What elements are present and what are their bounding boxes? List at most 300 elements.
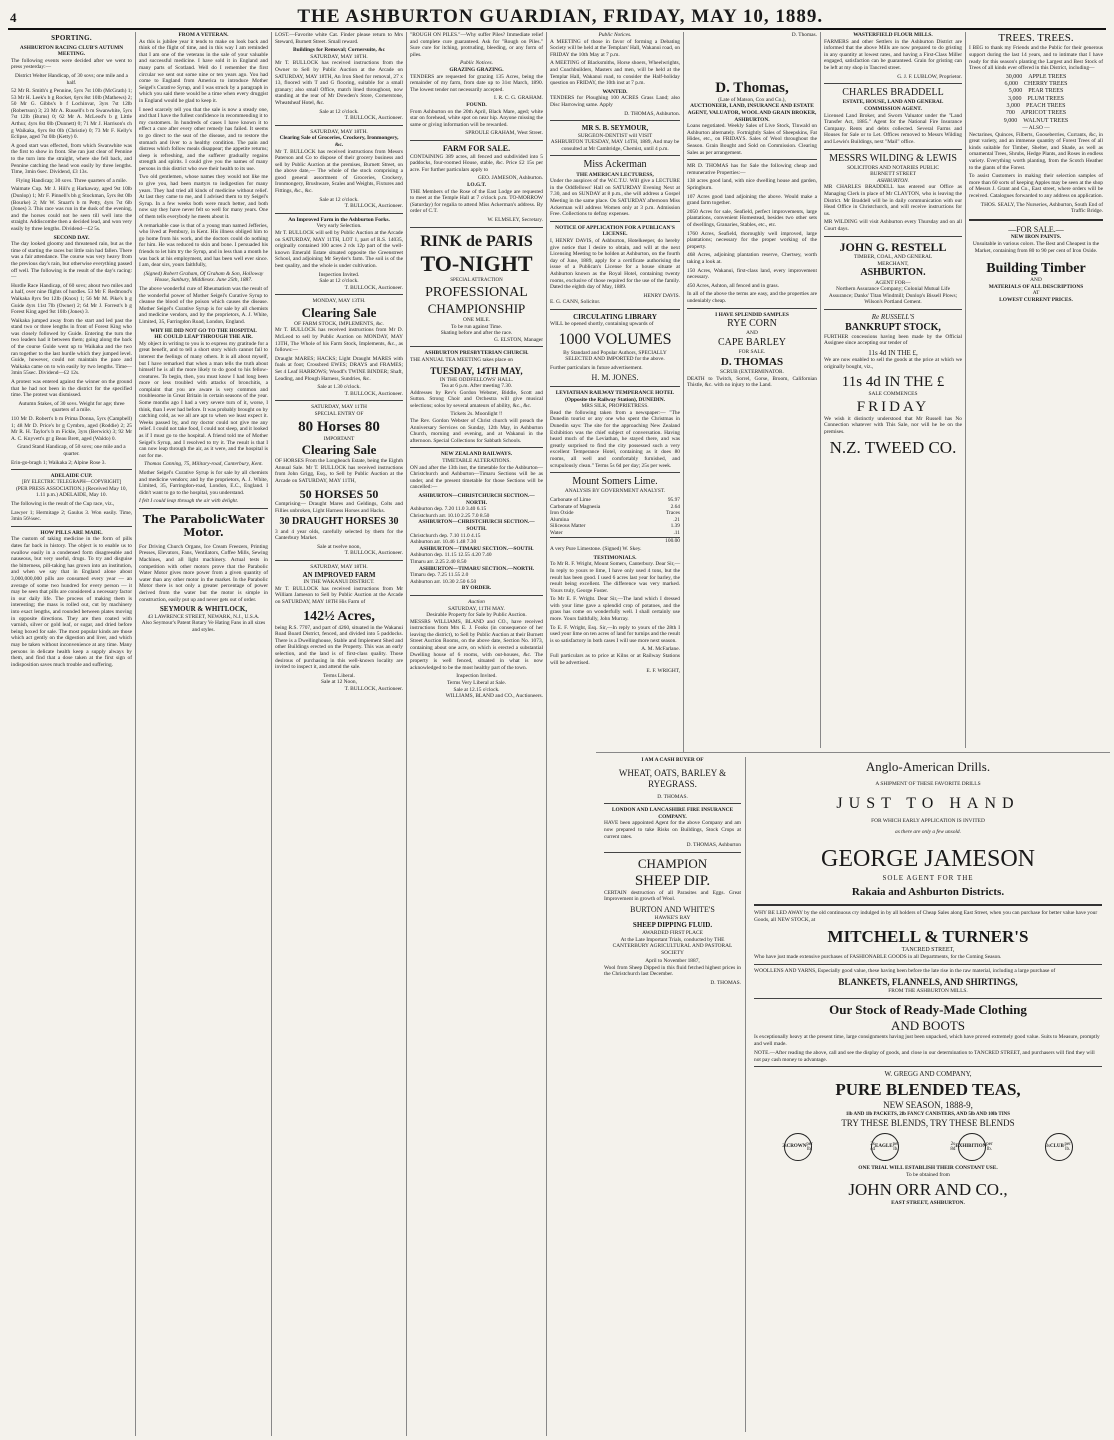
braddell-title: CHARLES BRADDELL [842, 87, 944, 99]
library-heading: CIRCULATING LIBRARY [573, 312, 657, 321]
tea-date: TUESDAY, 14TH MAY, [430, 365, 523, 376]
stock-list: Draught MARES; HACKS; Light Draught MARES with foals at foot; Crossbred EWES; DRAYS and FRAMES; Set 4 Leaf HARROWS; Woodf's TWINE BINDER; Shaft, Leading, and Plough Harness, Sundries, &c. [275, 355, 403, 382]
award-text: At the Late Important Trials, conducted by THE CANTERBURY AGRICULTURAL AND PASTORAL SOCIETY [612, 936, 733, 956]
church-heading: ASHBURTON PRESBYTERIAN CHURCH. [424, 350, 529, 357]
signature: E. F. WRIGHT, [646, 668, 680, 675]
column-auctions [272, 32, 407, 1436]
restell-merchant: MERCHANT, [877, 260, 909, 267]
sale-time: Sale at 12 Noon, [321, 679, 357, 686]
wilding-text: MR CHARLES BRADDELL has entered our Office as Managing Clerk in place of Mr CLAYTON, who is leaving the District. Mr Braddell will be in daily communication with our Head Office in Christchurch, and will receive instructions for us. [824, 184, 962, 217]
by-order: BY ORDER. [461, 585, 492, 592]
restell-town: ASHBURTON. [860, 267, 926, 279]
analysis-row [550, 523, 680, 530]
analysis-label: Siliceous Matter [550, 523, 586, 530]
analysis-total: 100.00 [550, 537, 680, 545]
veteran-text: The above wonderful cure of Rheumatism was the result of the wonderful power of Mother Seigel's Curative Syrup to cleanse the blood of the poison which causes the disease. Mother Seigel's Curative Syrup is for sale by all chemists and medicine vendors, and by the proprietors, A. J. White, Limited, 35, Farringdon Road, London, England. [139, 285, 268, 325]
goods-text: Who have just made extensive purchases of FASHIONABLE GOODS in all Departments, for the Coming Season. [754, 954, 1002, 961]
orr-address: EAST STREET, ASHBURTON. [891, 1199, 965, 1206]
insurance-heading: LONDON AND LANCASHIRE FIRE INSURANCE COMPANY. [611, 807, 734, 820]
analysis-value: 95.97 [667, 496, 680, 503]
hospital-heading: WHY HE DID NOT GO TO THE HOSPITAL [150, 327, 257, 334]
mills-text: FARMERS and other Settlers in the Ashburton District are informed that the above Mills are now prepared to do gristing in any quantity at lowest rates, and having a First-Class Miller engaged, satisfaction can be guaranteed. Grain for gristing can be left at my shop in Tancred street. [824, 38, 962, 71]
auction-text: OF HORSES From the Longbeach Estate, being the Eighth Annual Sale. Mr T. BULLOCK has received instructions from John Grigg, Esq., to Sell by Public Auction at the Arcade on SATURDAY, MAY 11TH, [275, 458, 404, 485]
auction-date: SATURDAY, MAY 18TH. [310, 128, 368, 135]
inspection-note: Inspection Invited. [456, 673, 497, 680]
badge-unit: per lb. [892, 1141, 899, 1152]
race-results: Hurdle Race Handicap, of 60 sovs; about two miles and a half, over nine flights of hurdles. 53 Mr F. Redmond's Waikaka 8yrs 9st 12lb (Knox) 1; 56 Mr M. Pike's b g Guide 4yrs 11st 7lb (Owner) 2; 64 Mr J. Forrest's b g Forest King aged 9st 10lb (Jones) 3. [11, 282, 132, 316]
trees-text: To assist Customers in making their selection samples of more than 60 sorts of keeping Apples may be seen at the shop of Messrs J. Grant and Co., East street, where orders will be received. Catalogues forwarded to any address on application. [969, 173, 1103, 199]
horses-50-title: 50 HORSES 50 [299, 486, 379, 501]
friday-label: FRIDAY [856, 398, 930, 415]
tree-kind: PLUM TREES [1027, 95, 1064, 102]
sale-time: Sale at twelve noon, [317, 543, 361, 550]
tickets-note: Tickets 2s. Moonlight !! [450, 411, 503, 418]
race-results: 52 Mr R. Smith's g Pennine, 5yrs 7st 10lb (McGrath) 1; 53 Mr H. Leek's b g Rocket, 6yrs 8st 10lb (Mathews) 2; 50 Mr G. Gibbs's b f Lochinvar, 3yrs 7st 12lb (Robertson) 3; 23 Mr A. Russell's b m Swanwhite, 5yrs 7st 12lb (Burns) 0; 62 Mr A. McLeod's b g Little Arthur, 4yrs 8st 0lb (Dunnett) 0; 71 Mr J. Harrison's ch g Waikaka, 6yrs 8st 0lb (Christie) 0; 73 Mr F. Kelly's Eclipse, aged 7st 0lb (Ketty) 0. [11, 88, 132, 141]
divider [754, 998, 1102, 999]
lecturer-title: THE AMERICAN LECTURESS, [576, 171, 654, 178]
dip-origin: HAWKE'S BAY [654, 914, 691, 921]
divider [604, 803, 741, 804]
tea-price-badge [871, 1133, 899, 1161]
veteran-text: A remarkable case is that of a young man named Jefferies, who lived at Pembury, in Kent. His illness obliged him to go home from his work, and the doctors could do nothing for him. He was reduced to skin and bone. I persuaded his friends to let him try the Syrup, and in less than a month he was back at his employment, and has been well ever since. I am, dear sirs, yours faithfully, [139, 222, 268, 269]
solicitors-label: SOLICITORS AND NOTARIES PUBLIC [847, 164, 939, 171]
timetable-row: Christchurch arr. 10.10 2.25 7.0 8.50 [410, 512, 490, 519]
analysis-value: Traces [665, 510, 680, 517]
districts-title: Rakaia and Ashburton Districts. [851, 886, 1005, 899]
auction-subheading: Very early Selection. [316, 223, 362, 230]
try-blends: TRY THESE BLENDS, TRY THESE BLENDS [841, 1117, 1015, 1128]
for-sale-heading: —FOR SALE.— [1008, 224, 1064, 234]
run-note: To be run against Time. [451, 323, 502, 330]
thomas-sig: D. THOMAS. [657, 793, 688, 800]
farm-sale-heading: FARM FOR SALE. [442, 143, 511, 153]
analysis-label: Water [550, 529, 563, 536]
rye-corn: RYE CORN [727, 318, 777, 330]
badge-name: CROWN [786, 1144, 807, 1150]
tea-text: THE ANNUAL TEA MEETING takes place on [410, 356, 513, 363]
auction-text: being R.S. 7707, and part of 4260, situated in the Wakanui Road Board District, fenced, and divided into 5 paddocks. There is a Dwellinghouse, Stable and Implement Shed and other Buildings erected on the Property. This was an early selection, and the land is of first-class quality. Those desirous of purchasing in this well-known locality are invited to inspect it, and attend the sale. [275, 624, 403, 671]
and-label: AND [746, 330, 758, 337]
veteran-text: As this is jubilee year it tends to make on look back and think of the flight of time, and in this way I am reminded that I am one of the veterans in the sale of your valuable and successful medicine. I have sold it in England and many parts of Scotland. Well do I remember the first circular we sent out some nine or ten years ago. You had come to England from America to introduce Mother Seigel's Curative Syrup, and I was struck by a paragraph in which you said there would be a time when every druggist in England would be glad to keep it. [139, 38, 268, 104]
thomas-title: D. Thomas, [715, 79, 789, 96]
column-sporting [8, 32, 136, 1436]
property-item: 468 Acres, adjoining plantation reserve, Chertsey, worth taking a look at. [687, 252, 817, 265]
trees-text: Nectarines, Quinces, Filberts, Gooseberries, Currants, &c, in great variety, and an immense quantity of Forest Trees of all kinds suitable for Timber, Shelter, and Shade, as well as ornamental Trees, Shrubs, Hedge Plants, and Roses in endless variety. Everything worth planting, from the Scotch Heather to the giants of the Forest. [969, 131, 1103, 171]
testimonial: To Mr E. F. Wright. Dear Sir,—The land which I dressed with your lime gave a splendid crop of potatoes, and the grass has come on wonderfully well. I shall certainly use more. Yours faithfully, John Murray. [550, 596, 680, 623]
terms-note: Terms Liberal. [323, 672, 355, 679]
thomas-business: AUCTIONEER, LAND, INSURANCE AND ESTATE AGENT, VALUATOR, WOOL AND GRAIN BROKER, ASHBURTON. [687, 103, 817, 123]
found-heading: FOUND. [466, 101, 487, 108]
badge-name: EXHIBITION [955, 1144, 987, 1150]
mitchell-turner-title: MITCHELL & TURNER'S [827, 926, 1029, 946]
badge-price: 2s [782, 1144, 787, 1150]
scrub-text: DEATH to Twitch, Sorrel, Gorse, Broom, Californian Thistle, &c. with no injury to the Land. [687, 375, 817, 389]
property-item: 2050 Acres for sale, Seafield, perfect improvements, large plantations, convenient Homestead, besides two other sets of dwellings, Granaries, Stables, etc., etc. [687, 208, 817, 228]
signature: GEO. JAMESON, Ashburton. [477, 175, 543, 182]
column-veteran [136, 32, 272, 1436]
badge-unit: per lb. [1064, 1141, 1071, 1152]
property-item: 1760 Acres, Seafield, thoroughly well improved, large plantations; necessary for the proper working of the property. [687, 230, 817, 250]
auction-text: Comprising— Draught Mares and Geldings, Colts and Fillies unbroken, Light Harness Horses and Hacks. [275, 501, 403, 514]
auction-text: MESSRS WILLIAMS, BLAND and CO., have received instructions from Mrs E. J. Fooks (in consequence of her leaving the district), to Sell by Public Auction at their Burnett Street Auction Rooms, on the above date, Section No. 1073, containing about one acre, on which is erected a substantial Dwelling house of 6 rooms, with out-houses, &c. The property is well fenced, situated in what is now acknowledged to be the most healthy part of the town. [410, 618, 543, 671]
tree-row [969, 118, 1103, 125]
divider [754, 904, 1102, 906]
page-number: 4 [10, 10, 17, 25]
race-heading: Flying Handicap; 30 sovs. Three quarters of a mile. [16, 177, 127, 184]
race-report: A protest was entered against the winner on the ground that he had not been in the district for the specified time. The protest was dismissed. [11, 379, 132, 399]
veteran-text: I need scarcely tell you that the sale is now a steady one, and that I have the fullest confidence in recommending it to my customers. In hundreds of cases I have known it to effect a cure after every other remedy has failed. It seems to go direct to the seat of the disease, and to restore the stomach and liver to a healthy condition. The pain and distress which follow meals disappear; the appetite returns; sleep is refreshing, and the sufferer gradually regains strength and spirits. I could give you the names of many persons in this district who owe their health to its use. [139, 106, 268, 172]
trees-text: I BEG to thank my Friends and the Public for their generous support during the last 14 years, and to intimate that I have ready for this season's planting the Largest and Best Stock of Trees of all kinds ever offered in this District, including— [969, 45, 1103, 72]
wide-advertisements [596, 752, 1110, 1436]
boots-title: AND BOOTS [890, 1018, 966, 1033]
street-label: BURNETT STREET [870, 171, 916, 178]
masthead-title: THE ASHBURTON GUARDIAN, FRIDAY, MAY 10, 1889. [297, 6, 824, 27]
paints-text: Unsuitable in various colors. The Best and Cheapest in the Market, containing from 80 to 90 per cent of Iron Oxide. [972, 241, 1100, 254]
race-club-subheading: ASHBURTON RACING CLUB'S AUTUMN MEETING. [19, 44, 124, 58]
tree-kind: APPLE TREES [1028, 73, 1067, 80]
dip-text: CERTAIN destruction of all Parasites and Eggs. Great Improvement in growth of Wool. [604, 889, 741, 903]
tree-count: 6,000 [1004, 81, 1018, 88]
library-text: WILL be opened shortly, containing upwards of [550, 321, 654, 328]
divider [824, 309, 962, 310]
property-item: 450 Acres, Ashton, all fenced and in grass. [687, 282, 779, 289]
notice-text: A MEETING of those in favor of forming a Debating Society will be held at the Templars' Hall, Wakanui road, on FRIDAY the 10th May at 7 p.m. [550, 38, 680, 58]
cup-intro: The following is the result of the Cup race, viz., [11, 501, 115, 508]
analysis-value: .11 [673, 529, 680, 536]
signature: (Signed) Robert Graham, Of Graham & Son, Holloway House, Sunbury, Middlesex. June 25th, 1887. [143, 270, 264, 284]
public-notices-heading: Public Notices. [598, 32, 632, 38]
column-trees [966, 32, 1106, 748]
divider [824, 149, 962, 150]
divider [550, 155, 680, 156]
analysis-table [550, 497, 680, 544]
dip-fluid: SHEEP DIPPING FLUID. [632, 921, 713, 930]
auction-heading: Clearing Sale of Groceries, Crockery, Ironmongery, &c. [279, 135, 399, 148]
auction-subheading: Desirable Property for Sale by Public Auction. [426, 612, 527, 619]
race-results: Erin-go-bragh 1; Waikaka 2; Alpine Rose 3. [11, 459, 106, 466]
divider [275, 294, 403, 295]
divider [824, 236, 962, 237]
leap-heading: HE COULD LEAP THROUGH THE AIR. [154, 334, 253, 341]
dentist-text: ASHBURTON TUESDAY, MAY 14TH, 1889, And may be consulted at Mr Cambridge, Chemist, until 4 p.m. [550, 139, 680, 152]
badge-unit: per lb. [986, 1141, 993, 1152]
dentist-name: MR S. B. SEYMOUR, [581, 124, 649, 133]
application-note: FOR WHICH EARLY APPLICATION IS INVITED [871, 818, 985, 824]
signature: SPROULE GRAHAM, West Street. [465, 130, 543, 137]
testimonial: To E. F. Wright, Esq. Sir,—In reply to yours of the 28th I used your lime on ten acres of land for turnips and the result is so satisfactory in both cases I will use more next season. [550, 624, 680, 644]
insurance-text: HAVE been appointed Agent for the above Company and am now prepared to take Risks on Buildings, Stock Crops at current rates. [604, 820, 741, 840]
tree-row [969, 88, 1103, 95]
agent-label: AGENT FOR— [875, 279, 911, 286]
sale-time: Sale at 12 o'clock. [319, 108, 359, 115]
auctioneer: T. BULLOCK, Auctioneer. [344, 115, 403, 122]
mills-note: FROM THE ASHBURTON MILLS. [888, 988, 968, 994]
timetable-heading: TIMETABLE ALTERATIONS. [442, 458, 511, 465]
analysis-row [550, 530, 680, 537]
signature: A. M. McFarlane. [641, 646, 680, 653]
blankets-title: BLANKETS, FLANNELS, AND SHIRTINGS, [838, 976, 1018, 987]
thomas-lower-column [604, 757, 746, 1432]
adelaide-cup-heading: ADELAIDE CUP. [50, 473, 93, 480]
tea-hall: IN THE ODDFELLOWS' HALL. [439, 376, 514, 383]
badge-price: 2s 8d [950, 1141, 956, 1152]
tree-row [969, 81, 1103, 88]
column-mills [821, 32, 966, 748]
lecturer-name: Miss Ackerman [583, 159, 647, 171]
clothing-text: Is exceptionally heavy at the present time, large consignments having just been unpacked, which have proved extremely good value. Suits to Measure, promptly and well made. [754, 1034, 1100, 1047]
auction-heading: Buildings for Removal; Cornersuite, &c [293, 47, 385, 54]
wilding-text: MR WILDING will visit Ashburton every Thursday and on all Court days. [824, 219, 962, 233]
shipment-note: A SHIPMENT OF THESE FAVORITE DRILLS [875, 781, 981, 788]
tree-kind: CHERRY TREES [1023, 81, 1068, 88]
solicitor: E. G. CANN, Solicitor. [550, 299, 601, 306]
sale-time: Sale at 1.30 o'clock. [317, 384, 361, 391]
tea-price-badge [1045, 1133, 1073, 1161]
tonight-title: TO-NIGHT [420, 251, 533, 277]
award-date: April to November 1887, [645, 958, 700, 965]
letter-text: Mother Seigel's Curative Syrup is for sale by all chemists and medicine vendors; and by the proprietors, A. J. White, Limited, 35, Farringdon-road, London, E.C., England. I didn't want to go to the hospital, you understand. [139, 470, 268, 496]
grain-list: WHEAT, OATS, BARLEY & RYEGRASS. [618, 767, 727, 789]
badge-name: EAGLE [875, 1144, 893, 1150]
race-report: Waikaka jumped away from the start and led past the stand two or three lengths in front of Forest King who was closely followed by Guide. Entering the turn the two leaders had it between them; going along the back of the course Guide went up to Waikaka and the two ran together to the last hurdle which they jumped level. Guide, however, could not maintain the pace and Waikaka came on to win easily by two lengths. Time—3min 55sec. Dividend—£2 12s. [11, 317, 132, 377]
property-item: 107 Acres good land adjoining the above. Would make a grand farm together. [687, 193, 817, 207]
championship-title: CHAMPIONSHIP [427, 301, 526, 317]
race-results: 110 Mr D. Robert's b m Prima Donna, 5yrs (Campbell) 1; 48 Mr D. Price's br g Cymbro, aged (Roddie) 2; 25 Mr R. H. Taylor's b m Fickle, 3yrs (Berwick) 3; 92 Mr A. C. Knyvett's gr g Beau Brett, aged (Waldo) 0. [11, 416, 132, 442]
few-note: as there are only a few unsold. [895, 828, 961, 835]
scrub-heading: SCRUB (EXTERMINATOR. [720, 369, 784, 376]
race-heading: District Welter Handicap, of 30 sovs; one mile and a half. [15, 72, 128, 86]
dip-text: Wool from Sheep Dipped in this fluid fetched highest prices in the Christchurch last December. [604, 964, 741, 978]
price-note: Full particulars as to price at Kilns or at Railway Stations will be advertised. [550, 653, 680, 666]
race-report: Waimate Cup. Mr J. Hill's g Harkaway, aged 9st 10lb (Dunlop) 1; Mr F. Pinnell's bh g Stockman, 5yrs 8st 0lb (Bourke) 2; Mr W. Stuart's b m Petty, 4yrs 7st 6lb (Jones) 3. This race was run in the dusk of the evening, and the horses could not be seen till well into the straight. Addiscombe then a decided lead, and won very easily by three lengths. Dividend—£2 5s. [11, 186, 132, 232]
analysis-value: 2.64 [670, 503, 680, 510]
volumes-title: 1000 VOLUMES [558, 331, 672, 349]
testimonial: To Mr R. F. Wright, Mount Somers, Canterbury. Dear Sir,—In reply to yours re lime, I have only used 4 tons, but the result has been good. I used 6 acres last year for barley, the result being excellent. The difference was very marked. Yours truly, George Foster. [550, 561, 680, 594]
divider [754, 1066, 1102, 1067]
trees-list [969, 74, 1103, 125]
wanted-heading: WANTED. [602, 88, 628, 95]
divider [550, 120, 680, 121]
clothing-title: Our Stock of Ready-Made Clothing [829, 1001, 1027, 1017]
tea-price-badge [784, 1133, 812, 1161]
bankrupt-title: BANKRUPT STOCK, [845, 321, 941, 333]
sale-time: Sale at 12.15 o'clock. [453, 686, 500, 693]
auction-text: 3 and 4 year olds, carefully selected by them for the Canterbury Market. [275, 528, 403, 542]
section-heading: ASHBURTON—TIMARU SECTION.—SOUTH. [419, 545, 534, 552]
analysis-row [550, 497, 680, 504]
bankrupt-price-big: 11s 4d IN THE £ [841, 373, 945, 390]
farm-title: AN IMPROVED FARM [302, 570, 376, 579]
small-header: D. Thomas. [791, 32, 817, 38]
leap-quote: I felt I could leap through the air with delight. [139, 498, 239, 505]
hotel-owner: MRS SILK, PROPRIETRESS. [581, 403, 649, 410]
champion-title: CHAMPION [637, 855, 708, 871]
pills-heading: HOW PILLS ARE MADE. [40, 529, 103, 536]
sale-commences: SALE COMMENCES [868, 390, 918, 397]
lost-notice: LOST.—Favorite white Cat. Finder please return to Mrs Steward, Burnett Street. Small reward. [275, 32, 403, 45]
masthead [8, 6, 1106, 30]
auction-date: SATURDAY, MAY 18TH. [310, 564, 368, 571]
testimonials-heading: TESTIMONIALS. [593, 554, 637, 561]
divider [687, 308, 817, 309]
lowest-prices: LOWEST CURRENT PRICES. [999, 297, 1073, 304]
parabolic-motor-title: The ParabolicWater Motor. [142, 512, 265, 540]
divider [410, 595, 543, 596]
sporting-heading: SPORTING. [51, 34, 92, 42]
building-timber-title: Building Timber [986, 261, 1086, 277]
obtain-note: To be obtained from [906, 1171, 950, 1178]
tree-count: 3,000 [1006, 103, 1021, 110]
auction-text: Mr T. BULLOCK will sell by Public Auction at the Arcade on SATURDAY, MAY 11TH, LOT 1, part of R.S. 14035, originally contained 100 acres 2 rds 12p part of the well-known Emerald Estate situated opposite the Greenstreet School, and adjoining Mr Seyder's farm. The soil is of the best quality, and the whole is under cultivation. [275, 230, 403, 269]
iogt-text: THE Members of the Rose of the East Lodge are requested to meet at the Temple Hall at 7 o'clock p.m. TO-MORROW (Saturday) for regalia to attend Miss Ackerman's address. By order of C.T. [410, 188, 543, 215]
hotel-text: Read the following taken from a newspaper:— "The Dunedin tourist or any one who spent the Christmas in Dunedin says: The site for the approaching New Zealand Exhibition was the chief subject of conversation. Having heard much of the Leviathan, he stayed there, and was greatly surprised to find the city possessed such a very excellent Temperance Hotel, containing as it does 80 rooms, all well and comfortably furnished, and scrupulously clean." Terms 5s 6d per day; 25s per week. [550, 409, 680, 469]
tweed-co: N.Z. TWEED CO. [829, 437, 957, 457]
hotel-heading: LEVIATHAN RAILWAY TEMPERANCE HOTEL (Opposite the Railway Station), DUNEDIN. [555, 390, 675, 403]
season-title: NEW SEASON, 1888-9, [883, 1100, 973, 1111]
auction-text: Mr T. BULLOCK has received instructions from Messrs Paterson and Co to dispose of their grocery business and sell by Public Auction at the premises, Burnett Street, on the above date,— The whole of the stock comprising a good general assortment of Groceries, Crockery, Ironmongery, Brushware, Scales and Weights, Fixtures and Fittings, &c., &c. [275, 148, 403, 195]
veteran-text: Two old gentlemen, whose names they would not like me to give you, had been martyrs to indigestion for many years. They had tried all kinds of medicine without relief. At last they came to me, and I advised them to try Seigel's Syrup. In a few weeks both were much better, and both now say they have never felt so well for many years. One of them tells everybody he meets about it. [139, 174, 268, 221]
column-thomas [684, 32, 821, 748]
race-heading: Grand Stand Handicap, of 50 sovs; one mile and a quarter. [17, 444, 126, 457]
divider [275, 560, 403, 561]
divider [275, 400, 403, 401]
lime-title: Mount Somers Lime. [572, 476, 658, 488]
public-notices-heading: Public Notices. [460, 60, 493, 67]
cup-result: Lawyer 1; Hermitage 2; Gaulus 3. Won easily. Time, 3min 56¼sec. [11, 509, 132, 523]
auction-text: Mr T. BULLOCK has received instructions from Mr William Jameson to Sell by Public Auction at the Arcade on SATURDAY, MAY 18TH His Farm of [275, 585, 403, 605]
sale-time: Sale at 12 o'clock. [319, 278, 359, 285]
thomas-terms: In all of the above the terms are easy, and the properties are undeniably cheap. [687, 291, 817, 304]
divider [11, 526, 132, 527]
clearing-sale-title: Clearing Sale [301, 304, 377, 320]
tree-row [969, 110, 1103, 117]
bankrupt-text: We wish it distinctly understood that Mr Russell has No Connection whatever with This Sale, nor will he be on the premises. [824, 415, 962, 435]
divider [550, 472, 680, 473]
veteran-heading: FROM A VETERAN. [178, 32, 229, 38]
signature: I. R. C. G. GRAHAM. [494, 95, 543, 102]
auction-text: Mr T. BULLOCK has received instructions from Mr D. McLeod to sell by Public Auction on MONDAY, MAY 13TH, The Whole of his Farm Stock, Implements, &c., as follows:— [275, 327, 403, 354]
divider [410, 227, 543, 228]
divider [824, 83, 962, 84]
town-label: ASHBURTON. [876, 177, 910, 184]
tree-row [969, 96, 1103, 103]
auction-date: SATURDAY, MAY 11TH [311, 404, 367, 411]
packets-note: 1lb AND 1lb PACKETS, 2lb FANCY CANISTERS, AND 5lb AND 10lb TINS [845, 1111, 1011, 1117]
thomas-properties-intro: MR D. THOMAS has for Sale the following cheap and remunerative Properties:— [687, 163, 817, 176]
auctioneer: T. BULLOCK, Auctioneer. [344, 685, 403, 692]
thomas-name: D. THOMAS [720, 355, 784, 368]
timetable-row: Ashburton dep. 11.15 12.55 4.20 7.40 [410, 552, 492, 559]
tea-addresses: Addresses by Rev's Gordon Webster, Biddle, Scott and Sutton. Strong Choir and Orchestra will give musical selections; solos by several amateurs of ability, &c., &c. [410, 389, 543, 409]
just-to-hand: JUST TO HAND [836, 795, 1020, 812]
manager: G. ELSTON, Manager [493, 336, 543, 343]
tea-price-badges [754, 1133, 1102, 1161]
railways-heading: NEW ZEALAND RAILWAYS. [440, 451, 513, 458]
auction-date: MONDAY, MAY 13TH. [312, 298, 366, 305]
thomas-subtitle: (Late of Matson, Cox and Co.), [718, 96, 786, 103]
auction-date: SATURDAY, 11TH MAY. [448, 605, 505, 612]
analysis-row [550, 517, 680, 524]
tree-kind: PEACH TREES [1026, 103, 1066, 110]
library-text: Further particulars in future advertisement. [550, 364, 643, 371]
divider [550, 309, 680, 310]
divider [550, 221, 680, 222]
tree-row [969, 74, 1103, 81]
timetable-row: Ashburton arr. 10.30 2.50 6.50 [410, 578, 477, 585]
seller-note: Also Seymour's Patent Rotary Ve Hating Fans in all sizes and styles. [141, 620, 266, 633]
property-list [687, 178, 817, 289]
drills-title: Anglo-American Drills. [865, 759, 991, 774]
divider [410, 447, 543, 448]
race-report: The day looked gloomy and threatened rain, but as the time of starting the races but little rain had fallen. There was a fair attendance. The course was very heavy from the previous day's rain, but otherwise everything passed off well. The following is the result of the day's racing:— [11, 241, 132, 281]
dip-maker: BURTON AND WHITE'S [630, 905, 715, 915]
iogt-heading: I.O.G.T. [466, 182, 487, 189]
divider [550, 386, 680, 387]
intro-text: The following events were decided after we went to press yesterday:— [11, 57, 132, 71]
and-label: AND [1030, 277, 1042, 284]
terms-note: Terms Very Liberal at Sale. [447, 680, 506, 687]
important-label: IMPORTANT [323, 435, 355, 442]
analysis-label: Iron Oxide [550, 510, 574, 517]
orr-title: JOHN ORR AND CO., [848, 1179, 1008, 1199]
tree-count: 3,000 [1008, 95, 1022, 102]
divider [275, 213, 403, 214]
mills-heading: WASTERFIELD FLOUR MILLS. [853, 32, 933, 38]
restell-trade: TIMBER, COAL, AND GENERAL [853, 254, 933, 261]
braddell-text: Licensed Land Broker, and Sworn Valuator under the "Land Transfer Act, 1885." Agent for the National Fire Insurance Company. Rents and debts collected. Several Farms and Houses for Sale or to Let. Offices removed to Messrs Wilding and Lewis's Buildings, next "Mail" office. [824, 112, 962, 145]
bankrupt-text: We are now enabled to sell the goods at the price at which we originally bought, viz., [824, 357, 962, 371]
auctioneer: WILLIAMS, BLAND and CO., Auctioneers. [445, 693, 543, 700]
analysis-label: Carbonate of Lime [550, 496, 591, 503]
grazing-heading: GRAZING GRAZING. [449, 66, 504, 73]
timetable-text: ON and after the 13th inst, the timetable for the Ashburton—Christchurch and Ashburton—Timaru Sections will be as under, and the present timetable for those Sections will be cancelled:— [410, 464, 543, 491]
acres-title: 142½ Acres, [303, 608, 375, 624]
one-mile: ONE MILE. [463, 316, 490, 323]
samples-heading: I HAVE SPLENDID SAMPLES [715, 311, 789, 318]
divider [754, 964, 1102, 965]
farm-subtitle: IN THE WAKANUI DISTRICT. [303, 579, 375, 586]
analysis-row [550, 504, 680, 511]
property-item: 150 Acres, Wakanui, first-class land, every improvement necessary. [687, 267, 817, 281]
bankrupt-price: 11s 4d IN THE £, [868, 348, 918, 357]
divider [410, 346, 543, 347]
found-text: From Ashburton on the 20th April, Black Mare, aged; white star on forehead, white spot on near hip. Anyone missing the same or giving information will be rewarded. [410, 108, 543, 128]
auction-heading: An Improved Farm in the Ashburton Forks. [288, 216, 390, 223]
timetable-row: Timaru arr. 2.25 2.40 8.50 [410, 558, 467, 565]
race-report: A good start was effected, from which Swanwhite was the first to show in front. She ran just clear of Pennine to the turn into the straight, where she fell back, and Pennine catching the head won easily by three lengths. Time, 3min 6sec. Dividend, £3 13s. [11, 142, 132, 176]
library-text: By Standard and Popular Authors, SPECIALLY SELECTED AND IMPORTED for the above. [563, 349, 667, 363]
wanted-text: TENDERS for Ploughing 100 ACRES Grass Land; also Disc Harrowing same. Apply [550, 95, 680, 108]
timetable-row: Timaru dep. 7.25 11.55 2.0 [410, 572, 469, 579]
property-item: 138 acres good land, with nice dwelling house and garden, Springburn. [687, 178, 817, 192]
church-text: The Rev. Gordon Webster of Christ church will preach the Anniversary Services on Sunday, 12th May, in Ashburton Church, morning and evening, and at Wakanui in the afternoon. Special Collections for Sabbath Schools. [410, 418, 543, 444]
column-notices [407, 32, 547, 1436]
signature: THOS. SEALY, The Nurseries, Ashburton, South End of Traffic Bridge. [980, 201, 1103, 215]
auctioneer: T. BULLOCK, Auctioneer. [344, 390, 403, 397]
analysis-heading: ANALYSIS BY GOVERNMENT ANALYST. [564, 488, 666, 495]
analysis-note: A very Pure Limestone. (Signed) W. Skey. [550, 546, 642, 553]
professional-title: PROFESSIONAL [425, 285, 528, 301]
auctioneer: T. BULLOCK, Auctioneer. [344, 284, 403, 291]
divider [687, 159, 817, 160]
lecture-text: Under the auspices of the W.C.T.U. Will give a LECTURE in the Oddfellows' Hall on SATURDAY Evening Next at 7.30, and on SUNDAY at 8 p.m., she will address a Gospel Meeting in the same place. On SATURDAY afternoon Miss Ackerman will address Women only at 3 p.m. Admission Free. Collections to defray expenses. [550, 178, 680, 218]
sole-agent: SOLE AGENT FOR THE [882, 873, 974, 882]
divider [604, 852, 741, 853]
auction-text: Mr T. BULLOCK has received instructions from the Owner to Sell by Public Auction at the Arcade on SATURDAY, MAY 18TH, An Iron Shed for removal, 27 x 13, floored with T and G flooring, suitable for a small granary; also small Office, match lined throughout, now standing at the rear of Mr Dowden's Store, Cornerstone, Wheatsheaf Hotel, &c. [275, 60, 403, 106]
analysis-row [550, 510, 680, 517]
wilding-title: MESSRS WILDING & LEWIS [829, 152, 957, 164]
thomas-text: Loans negotiated. Weekly Sales of Live Stock, Tinwald on Ashburton alternately. Fortnightly Sales of Sheepskins, Fat Hides, etc., on FRIDAYS. Sales of Wool throughout the Season. Grain Bought and Sold on Commission. Clearing Sales as per arrangement. [687, 123, 817, 156]
